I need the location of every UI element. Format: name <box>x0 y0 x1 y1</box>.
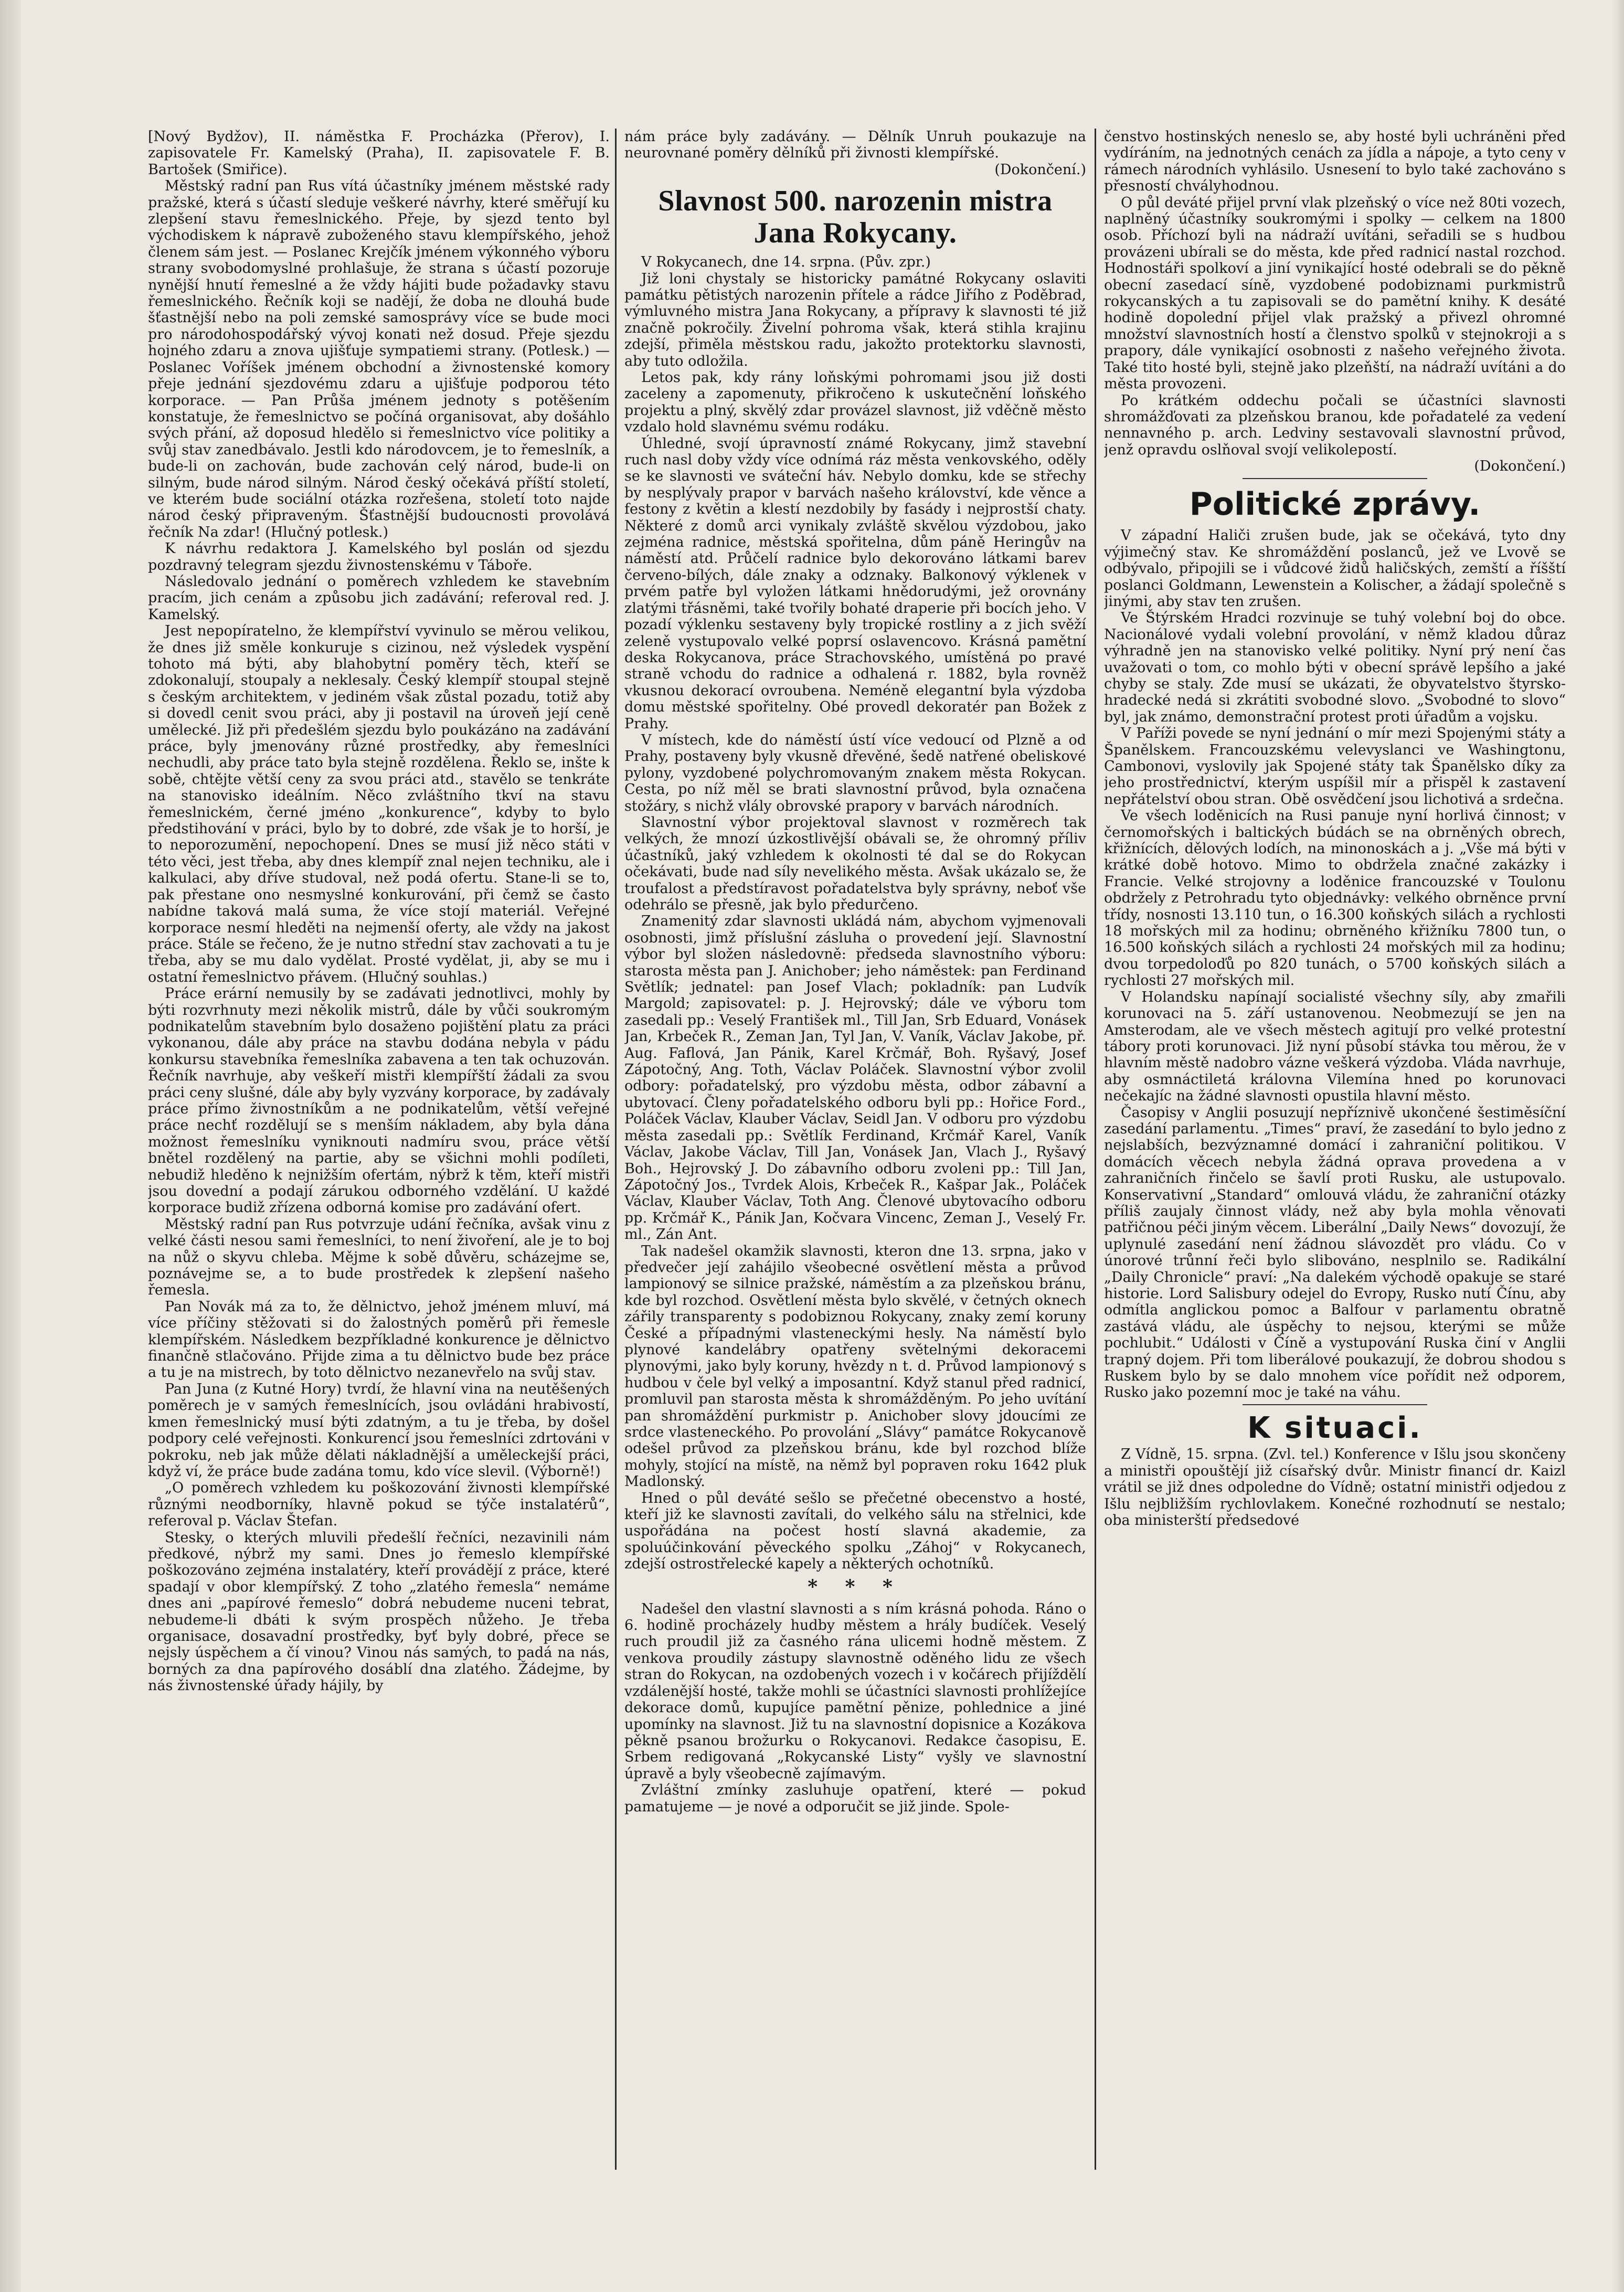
article-headline: Slavnost 500. narozenin mistra Jana Rokycany. <box>658 185 1053 249</box>
paragraph: Městský radní pan Rus potvrzuje udání řečníka, avšak vinu z velké části nesou sami řemeslníci, to není živoření, ale je to boj na nůž o skyvu chleba. Mějme k sobě důvěru, scházejme se, poznávejme se, a to bude prostředek k zlepšení našeho řemesla. <box>148 1216 610 1299</box>
paragraph: Úhledné, svojí úpravností známé Rokycany, jimž stavební ruch nasl doby vždy více odnímá ráz města venkovského, oděly se ke slavnosti ve sváteční háv. Nebylo domku, kde se střechy by nesplývaly prapor v barvách našeho království, kde věnce a festony z květin a klestí nezdobily by fasády i nejprostší chaty. Některé z domů arci vynikaly zvláště skvělou výzdobou, jako zejména radnice, městská spořitelna, dům páně Heringův na náměstí atd. Průčelí radnice bylo dekorováno látkami barev červeno-bílých, dále znaky a odznaky. Balkonový výklenek v prvém patře byl vyložen látkami hnědorudými, jež orovnány zlatými třásněmi, také tvořily bohaté draperie při bocích jeho. V pozadí výklenku sestaveny byly tropické rostliny a z jich svěží zeleně vystupovalo velké poprsí oslavencovo. Krásná pamětní deska Rokycanova, práce Strachovského, umístěná po pravé straně vchodu do radnice a odhalená r. 1882, byla rovněž vkusnou dekorací ovroubena. Neméně elegantní byla výzdoba domu městské spořitelny. Obé provedl dekoratér pan Božek z Prahy. <box>624 435 1086 732</box>
paragraph: Nadešel den vlastní slavnosti a s ním krásná pohoda. Ráno o 6. hodině procházely hudby městem a hrály budíček. Veselý ruch proudil již za časného rána ulicemi hodně městem. Z venkova proudily zástupy slavnostně oděného lidu ze všech stran do Rokycan, na ozdobených vozech i v kočárech přijíždělí vzdálenější hosté, takže mohli se účastníci slavnosti prohlížejíce dekorace domů, kupujíce pamětní pěnize, pohlednice a jiné upomínky na slavnost. Již tu na slavnostní dopisnice a Kozákova pěkně psanou brožurku o Rokycanovi. Redakce časopisu, E. Srbem redigovaná „Rokycanské Listy“ vyšly ve slavnostní úpravě a byly všeobecně zajímavým. <box>624 1600 1086 1782</box>
paragraph: Časopisy v Anglii posuzují nepříznivě ukončené šestiměsíční zasedání parlamentu. „Times“ praví, že zasedání to bylo jedno z nejslabších, bezvýznamné domácí i zahraniční politikou. V domácích věcech nebyla žádná oprava provedena a v zahraničních řinčelo se šavlí proti Rusku, ale ustupovalo. Konservativní „Standard“ omlouvá vládu, že zahraniční otázky příliš zaujaly činnost vlády, než aby byla mohla věnovati patřičnou péči jiným věcem. Liberální „Daily News“ dovozují, že uplynulé zasedání není žádnou slávozdět pro vládu. Co v únorové trůnní řeči bylo slibováno, nesplnilo se. Radikální „Daily Chronicle“ praví: „Na dalekém východě opakuje se staré historie. Lord Salisbury odejel do Evropy, Rusko nutí Čínu, aby odmítla anglickou pomoc a Balfour v parlamentu obratně zastává vládu, ale úspěchy to nejsou, kterými se může pochlubit.“ Události v Číně a vystupování Ruska činí v Anglii trapný dojem. Při tom liberálové poukazují, že dobrou shodou s Ruskem bylo by se dalo mnohem více pořídit než odporem, Rusko jako pozemní moc je také na váhu. <box>1104 1104 1566 1401</box>
section-rule <box>1243 1404 1427 1405</box>
paragraph: Již loni chystaly se historicky památné Rokycany oslaviti památku pětistých narozenin přítele a rádce Jiřího z Poděbrad, výmluvného mistra Jana Rokycany, a přípravy k slavnosti té již značně pokročily. Živelní pohroma však, která stihla krajinu zdejší, přiměla městskou radu, jakožto protektorku slavnosti, aby tuto odložila. <box>624 270 1086 369</box>
paragraph: Pan Novák má za to, že dělnictvo, jehož jménem mluví, má více příčiny stěžovati si do žalostných poměrů při řemesle klempířském. Následkem bezpříkladné konkurence je dělnictvo finančně stlačováno. Přijde zima a tu dělnictvo bude bez práce a tu je na mistrech, by toto dělnictvo nezanevřelo na svůj stav. <box>148 1298 610 1381</box>
column-left <box>148 129 610 2170</box>
article-headline: Politické zprávy. <box>1189 485 1481 523</box>
paragraph: nám práce byly zadávány. — Dělník Unruh poukazuje na neurovnané poměry dělníků při živnosti klempířské. <box>624 129 1086 162</box>
paragraph: V Holandsku napínají socialisté všechny síly, aby zmařili korunovaci na 5. září ustanovenou. Neobmezují se jen na Amsterodam, ale ve všech městech agitují pro velké protestní tábory proti korunovaci. Již nyní působí stávka tou měrou, že v hlavním městě nadobro vázne veškerá výzdoba. Vláda navrhuje, aby osmnáctiletá královna Vilemína hned po korunovaci nečekajíc na žádné slavnosti opustila hlavní město. <box>1104 989 1566 1105</box>
paragraph: Tak nadešel okamžik slavnosti, kteron dne 13. srpna, jako v předvečer její zahájilo všeobecné osvětlení města a průvod lampionový se silnice pražské, náměstím a za plzeňskou bránu, kde byl rozchod. Osvětlení města bylo skvělé, v četných oknech zářily transparenty s podobiznou Rokycany, znaky zemí koruny České a případnými vlasteneckými hesly. Na náměstí bylo plynové kandelábry opatřeny světelnými dekoracemi plynovými, jako byly koruny, hvězdy n t. d. Průvod lampionový s hudbou v čele byl velký a imposantní. Když stanul před radnicí, promluvil pan starosta města k shromážděným. Po jeho uvítání pan shromáždění purkmistr p. Anichober slovy jdoucími ze srdce vlasteneckého. Po provolání „Slávy“ památce Rokycanově odešel průvod za plzeňskou bránu, kde byl rozchod blíže mohyly, stojící na místě, na němž byl popraven roku 1642 pluk Madlonský. <box>624 1243 1086 1490</box>
paragraph: Slavnostní výbor projektoval slavnost v rozměrech tak velkých, že mnozí úzkostlivější obávali se, že ohromný příliv účastníků, jaký vzhledem k okolnosti té dal se do Rokycan očekávati, bude nad síly nevelikého města. Avšak ukázalo se, že troufalost a předstíravost pořadatelstva byly správny, neboť vše odehrálo se přesně, jak bylo předurčeno. <box>624 814 1086 913</box>
paragraph: K návrhu redaktora J. Kamelského byl poslán od sjezdu pozdravný telegram sjezdu živnostenskému v Táboře. <box>148 540 610 574</box>
paragraph: Ve Štýrském Hradci rozvinuje se tuhý volební boj do obce. Nacionálové vydali volební provolání, v němž kladou důraz výhradně jen na stanovisko velké politiky. Nyní prý není čas uvažovati o tom, co mohlo býti v obecní správě lepšího a jaké chyby se staly. Zde musí se ukázati, že obyvatelstvo štyrsko-hradecké nedá si zkrátiti svobodné slovo. „Svobodné to slovo“ byl, jak známo, demonstrační protest proti úřadům a vojsku. <box>1104 610 1566 725</box>
paragraph: Práce erární nemusily by se zadávati jednotlivci, mohly by býti rozvrhnuty mezi několik mistrů, dále by vůči soukromým podnikatelům stavebním bylo dosaženo pojištění platu za práci vykonanou, dále aby práce na stavbu dodána nebyla v pádu konkursu stavebníka řemeslníka zabavena a ten tak ochuzován. Řečník navrhuje, aby veškeří mistři klempířští žádali za svou práci ceny slušné, dále aby byly vyzvány korporace, by zadávaly práce přímo živnostníkům a ne podnikatelům, větší veřejné práce nechť rozdělují se s menším nákladem, aby byla dána možnost řemeslníku vyniknouti nadmíru svou, práce větší bnětel rozdělený na partie, aby se všichni mohli podíleti, nebudiž hleděno k nejnižším ofertám, nýbrž k těm, kteří mistři jsou dovední a podají zárukou odborného vzdělání. U každé korporace budiž zřízena odborná komise pro zadávání ofert. <box>148 985 610 1216</box>
paragraph: Hned o půl deváté sešlo se přečetné obecenstvo a hosté, kteří již ke slavnosti zavítali, do velkého sálu na střelnici, kde uspořádána na počest hostí slavná akademie, za spoluúčinkování pěveckého spolku „Záhoj“ v Rokycanech, zdejší ostrostřelecké kapely a některých ochotníků. <box>624 1490 1086 1573</box>
paragraph: Letos pak, kdy rány loňskými pohromami jsou již dosti zaceleny a zapomenuty, přikročeno k uskutečnění loňského projektu a plný, skvělý zdar provázel slavnost, již vděčně město vzdalo hold slavnému svému rodáku. <box>624 369 1086 436</box>
paragraph: [Nový Bydžov), II. náměstka F. Procházka (Přerov), I. zapisovatele Fr. Kamelský (Praha), II. zapisovatele F. B. Bartošek (Smiřice). <box>148 129 610 178</box>
column-divider-2 <box>1095 129 1096 2170</box>
article-headline: K situaci. <box>1247 1410 1423 1445</box>
continuation-note: (Dokončení.) <box>994 161 1086 178</box>
paragraph: Zvláštní zmínky zasluhuje opatření, které — pokud pamatujeme — je nové a odporučit se již jinde. Spole- <box>624 1782 1086 1815</box>
page-edge-shadow <box>1612 0 1624 2292</box>
paragraph: Znamenitý zdar slavnosti ukládá nám, abychom vyjmenovali osobnosti, jimž příslušní zásluha o provedení její. Slavnostní výbor byl složen následovně: předseda slavnostního výboru: starosta města pan J. Anichober; jeho náměstek: pan Ferdinand Světlík; jednatel: pan Josef Vlach; pokladník: pan Ludvík Margold; zapisovatel: p. J. Hejrovský; dále ve výboru tom zasedali pp.: Veselý František ml., Till Jan, Srb Eduard, Vonásek Jan, Krbeček R., Zeman Jan, Tyl Jan, V. Vaník, Václav Jakobe, př. Aug. Faflová, Jan Pánik, Karel Krčmář, Boh. Ryšavý, Josef Zápotočný, Ang. Toth, Václav Poláček. Slavnostní výbor zvolil odbory: pořadatelský, pro výzdobu města, odbor zábavní a ubytovací. Členy pořadatelského odboru byli pp.: Hořice Ford., Poláček Václav, Klauber Václav, Seidl Jan. V odboru pro výzdobu města zasedali pp.: Světlík Ferdinand, Krčmář Karel, Vaník Václav, Jakobe Václav, Till Jan, Vonásek Jan, Vlach J., Ryšavý Boh., Hejrovský J. Do zábavního odboru zvoleni pp.: Till Jan, Zápotočný Jos., Tvrdek Alois, Krbeček R., Kašpar Jak., Poláček Václav, Klauber Václav, Toth Ang. Členové ubytovacího odboru pp. Krčmář K., Pánik Jan, Kočvara Vincenc, Zeman J., Veselý Fr. ml., Zán Ant. <box>624 913 1086 1243</box>
paragraph: Stesky, o kterých mluvili předešlí řečníci, nezavinili nám předkové, nýbrž my sami. Dnes jo řemeslo klempířské poškozováno zejména instalatéry, kteří provádějí z práce, které spadají v obor klempířský. Z toho „zlatého řemesla“ nemáme dnes ani „papírové řemeslo“ dobrá nebudeme nuceni tebrat, nebudeme-li dbáti k svým prospěch nůžeho. Je třeba organisace, dosavadní prostředky, byť byly dobré, přece se nejsly úspěchem a čí vinou? Vinou nás samých, to padá na nás, borných za dna papírového dosáblí dna zlatého. Žádejme, by nás živnostenské úřady hájily, by <box>148 1529 610 1694</box>
paragraph: O půl deváté přijel první vlak plzeňský o více než 80ti vozech, naplněný účastníky soukromými i spolky — celkem na 1800 osob. Příchozí byli na nádraží uvítáni, seřadili se s hudbou provázeni ubírali se do města, kde před radnicí nastal rozchod. Hodnostáři spolkoví a jiní vynikající hosté odebrali se do pěkně obecní zasedací síně, vyzdobené podobiznami purkmistrů rokycanských a tu zapisovali se do pamětní knihy. K desáté hodině dopolední přijel vlak pražský a přivezl ohromné množství slavnostních hostí a členstvo spolků v stejnokroji a s prapory, dále vynikající osobnosti z našeho veřejného života. Také tito hosté byli, stejně jako plzeňští, na nádraží uvítáni a do města provozeni. <box>1104 194 1566 392</box>
paragraph: Pan Juna (z Kutné Hory) tvrdí, že hlavní vina na neutěšených poměrech je v samých řemeslnících, jsou ovládáni hrabivostí, kmen řemeslnický musí býti zdatným, a tu je třeba, by došel podpory celé veřejnosti. Konkurencí jsou řemeslníci zdrtováni v pokroku, neb jak může dělati nákladnější a uměleckejší práci, když ví, že práce bude zadána tomu, kdo více slevil. (Výborně!) <box>148 1381 610 1480</box>
paragraph: V Paříži povede se nyní jednání o mír mezi Spojenými státy a Španělskem. Francouzskému velevyslanci ve Washingtonu, Cambonovi, vyslovily jak Spojené státy tak Španělsko díky za jeho prostřednictví, kterým uspíšil mír a přispěl k zastavení nepřátelství obou stran. Obě osvědčení jsou lichotivá a srdečna. <box>1104 725 1566 808</box>
paragraph: Z Vídně, 15. srpna. (Zvl. tel.) Konference v Išlu jsou skončeny a ministři opouštějí již císařský dvůr. Ministr financí dr. Kaizl vrátil se již dnes odpoledne do Vídně; ostatní ministři odjedou z Išlu nejbližším rychlovlakem. Konečné rozhodnutí se nestalo; oba ministerští předsedové <box>1104 1446 1566 1529</box>
paragraph: Po krátkém oddechu počali se účastníci slavnosti shromážďovati za plzeňskou branou, kde pořadatelé za vedení nennavného p. arch. Ledviny sestavovali slavnostní průvod, jenž opravdu oslňoval svojí velikolepostí. <box>1104 392 1566 458</box>
paragraph: Jest nepopíratelno, že klempířství vyvinulo se měrou velikou, že dnes již směle konkuruje s cizinou, než výsledek vyspění tohoto má býti, aby blahobytní poměry těch, kteří se zdokonalují, stoupaly a neklesaly. Český klempíř stoupal stejně s českým architektem, v jediném však zůstal pozadu, totiž aby si dovedl cenit svou práci, aby ji postavil na úroveň její ceně umělecké. Již při předešlém sjezdu bylo poukázáno na zadávání práce, byly jmenovány různé prostředky, aby řemeslníci nechudli, aby práce tato byla stejně rozdělena. Řeklo se, inšte k sobě, chtějte větší ceny za svou práci atd., stavělo se tenkráte na stanovisko ideálním. Něco zvláštního tkví na stavu řemeslnickém, černé jméno „konkurence“, kdyby to bylo předstihování v práci, bylo by to dobré, zde však je to horší, je to neporozumění, nepochopení. Dnes se musí již něco státi v této věci, jest třeba, aby dnes klempíř znal nejen techniku, ale i kalkulaci, aby dříve studoval, než podá ofertu. Stane-li se to, pak přestane ono nesmyslné konkurování, při čemž se často nabídne taková malá suma, že více stojí materiál. Veřejné korporace nesmí hleděti na nejmenší oferty, ale vždy na jakost práce. Stále se řečeno, že je nutno střední stav zachovati a tu je třeba, aby se mu dalo vydělat. Prosté vydělat, ji, aby se mu i ostatní řemeslnictvo přávem. (Hlučný souhlas.) <box>148 623 610 985</box>
column-right <box>1104 129 1566 2170</box>
paragraph: Ve všech loděnicích na Rusi panuje nyní horlivá činnost; v černomořských i baltických búdách se na obrněných obrech, křižnících, dělových lodích, na minonoskách a j. „Vše má býti v krátké době hotovo. Mimo to obdržela značné zakázky i Francie. Velké strojovny a loděnice francouzské v Toulonu obdržely z Petrohradu tyto objednávky: velkého obrněnce první třídy, nosnosti 13.110 tun, o 16.300 koňských silách a rychlosti 18 mořských mil za hodinu; obrněného křižníku 7800 tun, o 16.500 koňských silách a rychlosti 24 mořských mil za hodinu; dvou torpedoloďů po 820 tunách, o 5700 koňských silách a rychlosti 27 mořských mil. <box>1104 808 1566 989</box>
column-middle <box>624 129 1086 2170</box>
dateline: V Rokycanech, dne 14. srpna. (Pův. zpr.) <box>641 254 931 271</box>
paragraph: Městský radní pan Rus vítá účastníky jménem městské rady pražské, která s účastí sleduje veškeré návrhy, které směřují ku zlepšení stavu řemeslnického. Přeje, by sjezd tento byl východiskem k nápravě zuboženého stavu klempířského, jehož členem sám jest. — Poslanec Krejčík jménem výkonného výboru strany svobodomyslné prohlašuje, že strana s účastí pozoruje nynější hnutí řemeslné a že vždy hájiti bude požadavky stavu řemeslnického. Řečník koji se nadějí, že doba ne dlouhá bude šťastnější nebo na poli zemské samosprávy více se bude moci pro národohospodářský vývoj konati než dosud. Přeje sjezdu hojného zdaru a znova ujišťuje sympatiemi strany. (Potlesk.) — Poslanec Voříšek jménem obchodní a živnostenské komory přeje jednání sjezdovému zdaru a ujišťuje podporou této korporace. — Pan Průša jménem jednoty s potěšením konstatuje, že řemeslnictvo se počíná organisovat, aby došáhlo svých přání, až doposud hledělo si řemeslnictvo více politiky a svůj stav zanedbávalo. Jestli kdo národovcem, je to řemeslník, a bude-li on zachován, bude zachován celý národ, bude-li on silným, bude národ silným. Národ český očekává příští století, ve kterém bude sociální otázka rozřešena, století toto najde národ český připraveným. Šťastnější budoucnosti provolává řečník Na zdar! (Hlučný potlesk.) <box>148 178 610 540</box>
paragraph: „O poměrech vzhledem ku poškozování živnosti klempířské různými neodborníky, hlavně pokud se týče instalatérů“, referoval p. Václav Štefan. <box>148 1480 610 1530</box>
paragraph: V západní Haliči zrušen bude, jak se očekává, tyto dny výjimečný stav. Ke shromáždění poslanců, jež ve Lvově se odbývalo, připojili se i vůdcové židů haličských, zemští a říšští poslanci Goldmann, Lewenstein a Kolischer, a žádají společně s jinými, aby stav ten zrušen. <box>1104 527 1566 610</box>
page-binding-shadow <box>0 0 21 2292</box>
section-separator-stars: * * * <box>808 1575 903 1598</box>
paragraph: V místech, kde do náměstí ústí více vedoucí od Plzně a od Prahy, postaveny byly vkusně dřevěné, šedě natřené obeliskové pylony, vyzdobené polychromovaným znakem města Rokycan. Cesta, po níž měl se brati slavnostní průvod, byla označena stožáry, s nichž vlály obrovské prapory v barvách národních. <box>624 731 1086 814</box>
section-rule <box>1243 478 1427 479</box>
paragraph: Následovalo jednání o poměrech vzhledem ke stavebním pracím, jich cenám a způsobu jich zadávání; referoval red. J. Kamelský. <box>148 573 610 623</box>
column-divider-1 <box>615 129 617 2170</box>
paragraph: čenstvo hostinských neneslo se, aby hosté byli uchráněni před vydíráním, na jednotných cenách za jídla a nápoje, a tyto ceny v rámech národních vyhlásilo. Usnesení to bylo také zachováno s přesností chvályhodnou. <box>1104 129 1566 195</box>
continuation-note: (Dokončení.) <box>1474 458 1566 475</box>
